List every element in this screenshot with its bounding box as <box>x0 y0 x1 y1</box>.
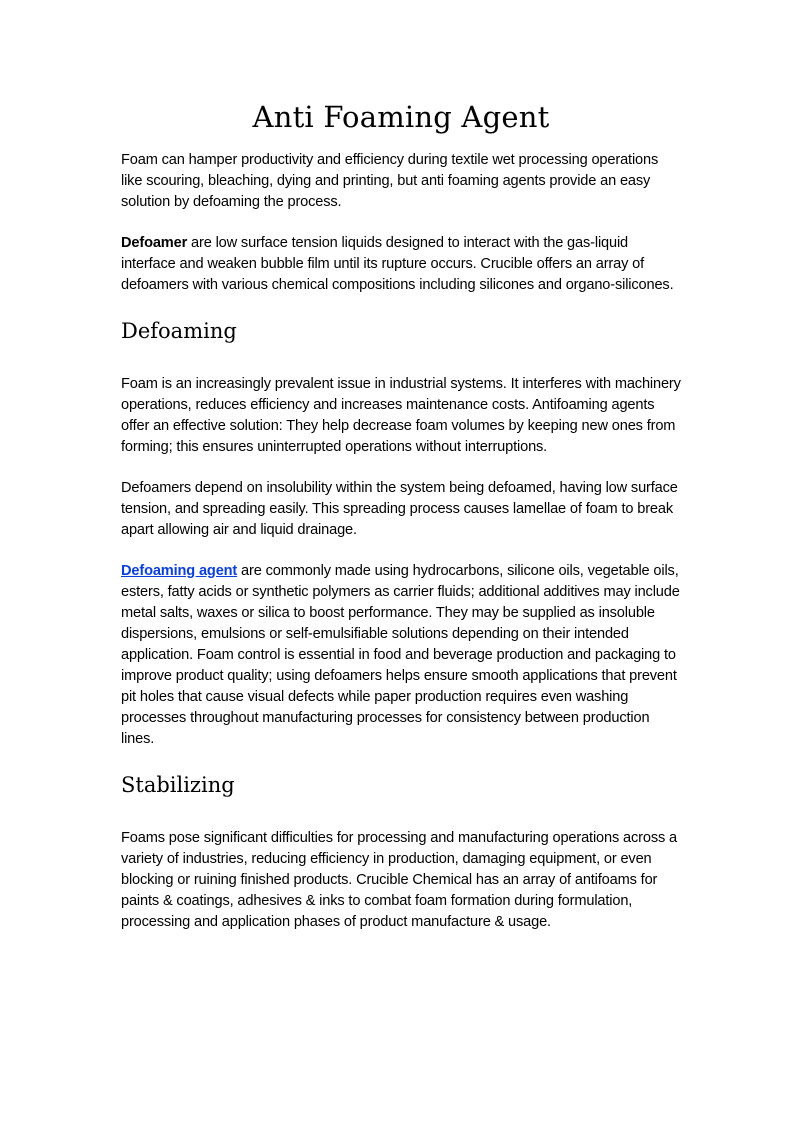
defoaming-paragraph-1: Foam is an increasingly prevalent issue in industrial systems. It interferes with machinery operations, reduces efficiency and increases maintenance costs. Antifoaming agents offer an effective solution: They help decrease foam volumes by keeping new ones from forming; this ensures uninterrupted operations without interruptions. <box>121 376 681 455</box>
intro-paragraph-2-text: are low surface tension liquids designed to interact with the gas-liquid interface and weaken bubble film until its rupture occurs. Crucible offers an array of defoamers with various chemical compositions including silicones and organo-silicones. <box>121 235 674 293</box>
defoaming-paragraph-3 <box>121 561 681 750</box>
section-heading-stabilizing: Stabilizing <box>121 773 235 797</box>
section-heading-defoaming: Defoaming <box>121 319 237 343</box>
document-body <box>121 96 681 953</box>
intro-paragraph-2 <box>121 233 681 296</box>
defoaming-paragraph-2: Defoamers depend on insolubility within the system being defoamed, having low surface tension, and spreading easily. This spreading process causes lamellae of foam to break apart allowing air and liquid drainage. <box>121 480 678 538</box>
defoamer-term: Defoamer <box>121 235 188 251</box>
defoaming-agent-link[interactable]: Defoaming agent <box>121 563 238 579</box>
page-title: Anti Foaming Agent <box>252 100 550 134</box>
stabilizing-paragraph-1: Foams pose significant difficulties for processing and manufacturing operations across a variety of industries, reducing efficiency in production, damaging equipment, or even blocking or ruining finished products. Crucible Chemical has an array of antifoams for paints & coatings, adhesives & inks to combat foam formation during formulation, processing and application phases of product manufacture & usage. <box>121 830 677 930</box>
intro-paragraph-1: Foam can hamper productivity and efficiency during textile wet processing operations like scouring, bleaching, dying and printing, but anti foaming agents provide an easy solution by defoaming the process. <box>121 152 659 210</box>
defoaming-paragraph-3-text: are commonly made using hydrocarbons, silicone oils, vegetable oils, esters, fatty acids or synthetic polymers as carrier fluids; additional additives may include metal salts, waxes or silica to boost performance. They may be supplied as insoluble dispersions, emulsions or self-emulsifiable solutions depending on their intended application. Foam control is essential in food and beverage production and packaging to improve product quality; using defoamers helps ensure smooth applications that prevent pit holes that cause visual defects while paper production requires even washing processes throughout manufacturing processes for consistency between production lines. <box>121 563 680 747</box>
